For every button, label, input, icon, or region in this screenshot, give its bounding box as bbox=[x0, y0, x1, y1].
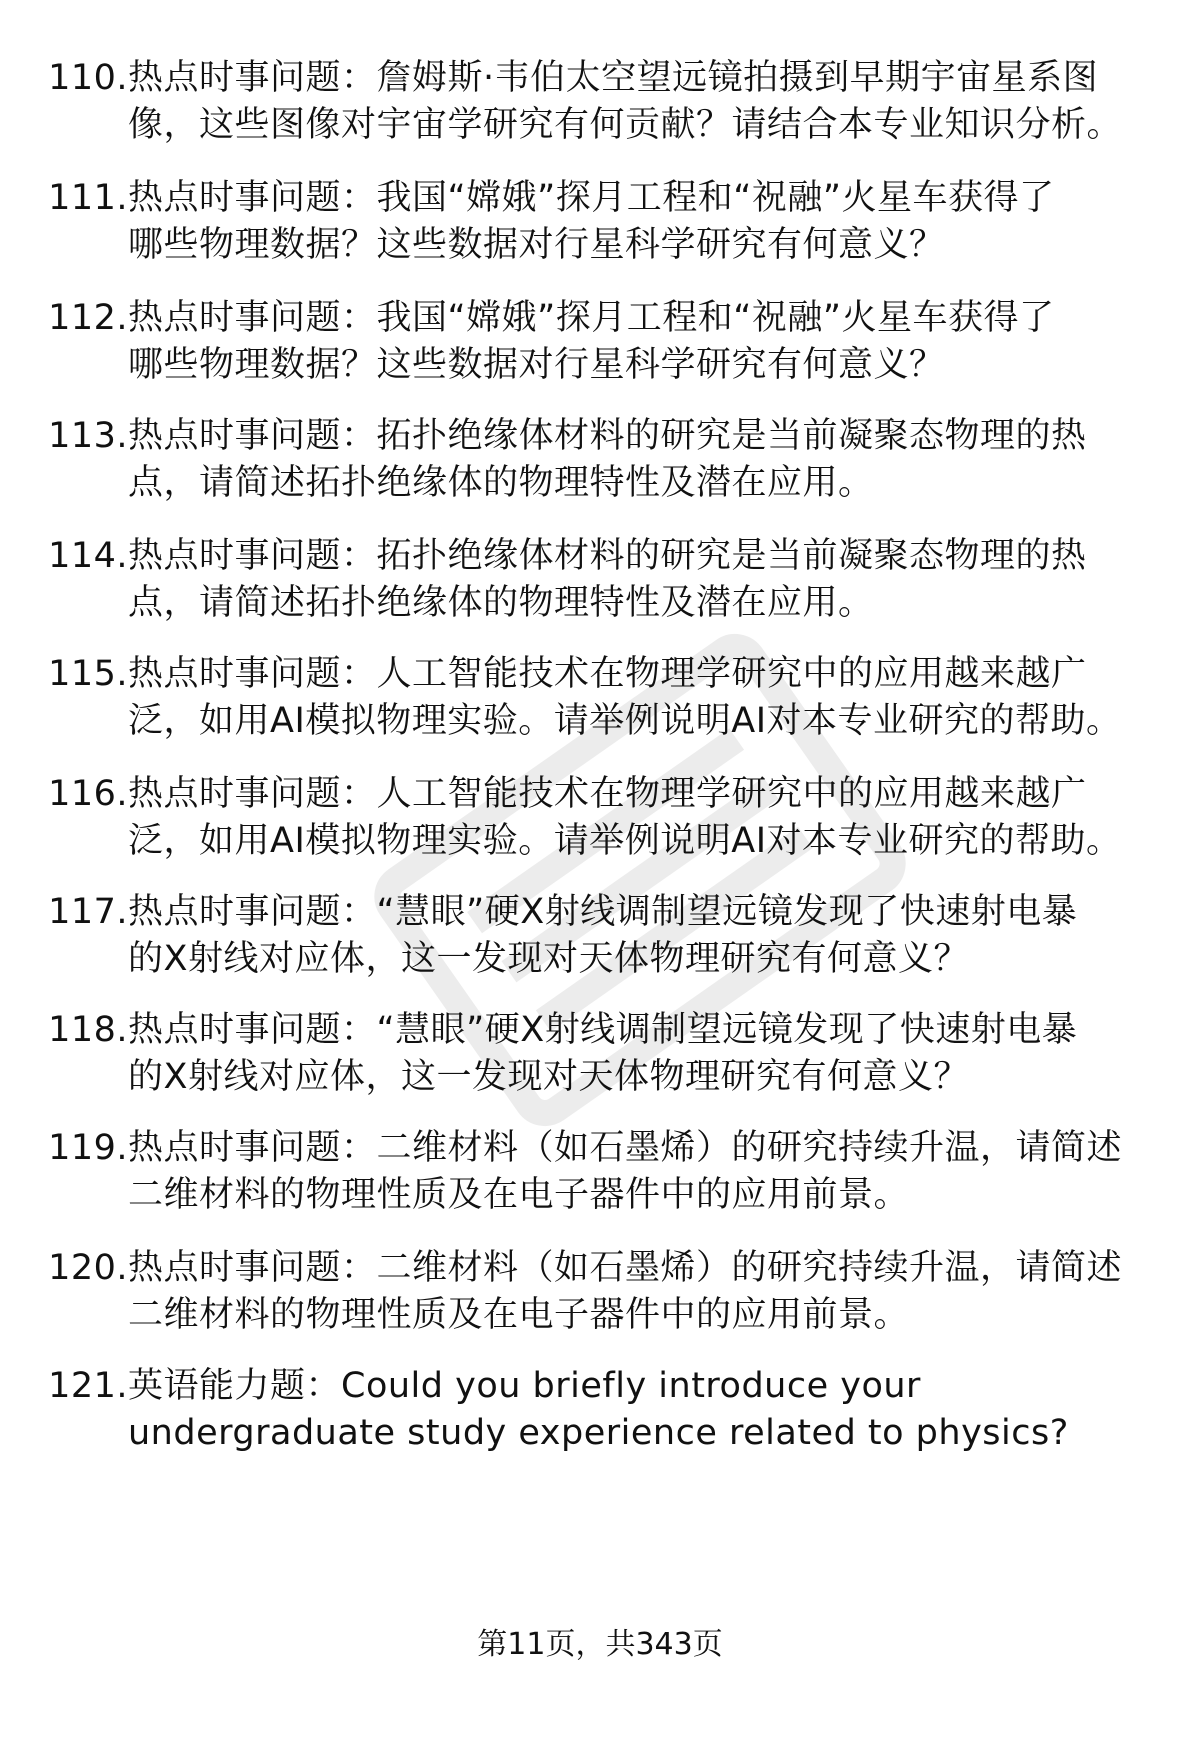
question-number: 120. bbox=[48, 1248, 128, 1288]
question-item bbox=[0, 889, 1200, 979]
question-number: 121. bbox=[48, 1366, 128, 1406]
question-text: 热点时事问题：“慧眼”硬X射线调制望远镜发现了快速射电暴 的X射线对应体，这一发现对天体物理研究有何意义？ bbox=[128, 892, 1078, 979]
question-text: 热点时事问题：詹姆斯·韦伯太空望远镜拍摄到早期宇宙星系图 像，这些图像对宇宙学研究有何贡献？请结合本专业知识分析。 bbox=[128, 58, 1123, 145]
question-item bbox=[0, 771, 1200, 861]
question-text: 热点时事问题：二维材料（如石墨烯）的研究持续升温，请简述 二维材料的物理性质及在电子器件中的应用前景。 bbox=[128, 1128, 1123, 1215]
page-number-footer: 第11页，共343页 bbox=[477, 1627, 723, 1662]
question-text: 热点时事问题：我国“嫦娥”探月工程和“祝融”火星车获得了 哪些物理数据？这些数据对行星科学研究有何意义？ bbox=[128, 178, 1055, 265]
question-text: 热点时事问题：拓扑绝缘体材料的研究是当前凝聚态物理的热 点，请简述拓扑绝缘体的物理特性及潜在应用。 bbox=[128, 416, 1087, 503]
question-item bbox=[0, 1125, 1200, 1215]
question-item bbox=[0, 1363, 1200, 1453]
question-number: 117. bbox=[48, 892, 128, 932]
question-text: 热点时事问题：人工智能技术在物理学研究中的应用越来越广 泛，如用AI模拟物理实验。请举例说明AI对本专业研究的帮助。 bbox=[128, 654, 1122, 741]
question-number: 112. bbox=[48, 298, 128, 338]
question-number: 114. bbox=[48, 536, 128, 576]
question-number: 113. bbox=[48, 416, 128, 456]
question-text: 热点时事问题：我国“嫦娥”探月工程和“祝融”火星车获得了 哪些物理数据？这些数据对行星科学研究有何意义？ bbox=[128, 298, 1055, 385]
question-item bbox=[0, 55, 1200, 145]
question-number: 110. bbox=[48, 58, 128, 98]
question-item bbox=[0, 651, 1200, 741]
question-item bbox=[0, 533, 1200, 623]
question-item bbox=[0, 1007, 1200, 1097]
question-number: 115. bbox=[48, 654, 128, 694]
question-number: 119. bbox=[48, 1128, 128, 1168]
question-text: 热点时事问题：二维材料（如石墨烯）的研究持续升温，请简述 二维材料的物理性质及在电子器件中的应用前景。 bbox=[128, 1248, 1123, 1335]
question-number: 111. bbox=[48, 178, 128, 218]
question-text: 热点时事问题：人工智能技术在物理学研究中的应用越来越广 泛，如用AI模拟物理实验。请举例说明AI对本专业研究的帮助。 bbox=[128, 774, 1122, 861]
question-text: 热点时事问题：“慧眼”硬X射线调制望远镜发现了快速射电暴 的X射线对应体，这一发现对天体物理研究有何意义？ bbox=[128, 1010, 1078, 1097]
question-item bbox=[0, 413, 1200, 503]
question-number: 116. bbox=[48, 774, 128, 814]
question-text: 热点时事问题：拓扑绝缘体材料的研究是当前凝聚态物理的热 点，请简述拓扑绝缘体的物理特性及潜在应用。 bbox=[128, 536, 1087, 623]
question-item bbox=[0, 175, 1200, 265]
question-item bbox=[0, 295, 1200, 385]
question-number: 118. bbox=[48, 1010, 128, 1050]
question-item bbox=[0, 1245, 1200, 1335]
question-text: 英语能力题：Could you briefly introduce your undergraduate study experience related to physics? bbox=[128, 1366, 1069, 1453]
